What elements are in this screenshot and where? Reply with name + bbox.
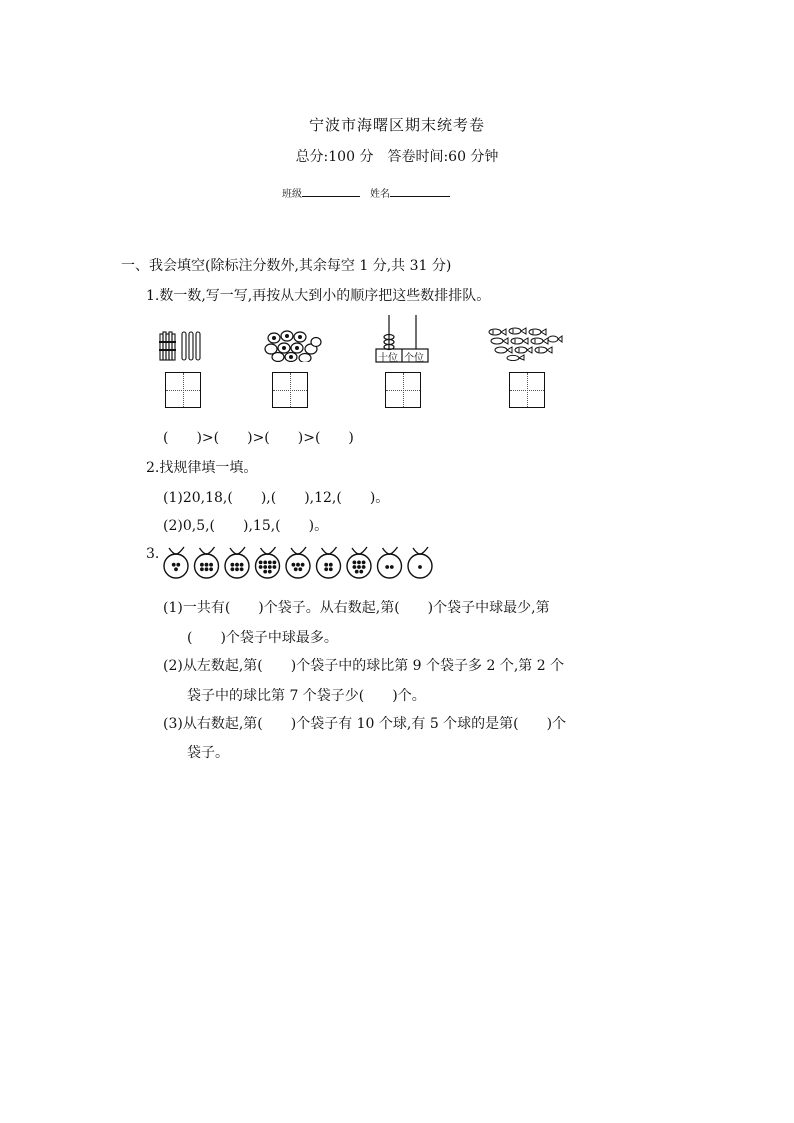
ball-bag [378, 547, 402, 578]
ball [355, 570, 359, 574]
exam-subtitle: 总分:100 分 答卷时间:60 分钟 [295, 149, 499, 165]
name-label: 姓名 [370, 189, 390, 200]
ball [205, 567, 209, 571]
ball [240, 563, 244, 567]
ball [268, 570, 272, 574]
ball [174, 567, 178, 571]
ball-bag [286, 547, 310, 578]
ball [172, 563, 176, 567]
class-label: 班级 [282, 189, 302, 200]
ball-bags-image [162, 543, 442, 581]
ball [273, 565, 277, 569]
ball [324, 567, 328, 571]
section-heading: 一、我会填空(除标注分数外,其余每空 1 分,共 31 分) [121, 258, 452, 274]
ball [259, 565, 263, 569]
ball [209, 567, 213, 571]
q3-p2b[interactable]: 袋子中的球比第 7 个袋子少( )个。 [187, 688, 426, 704]
ball [298, 567, 302, 571]
ball [324, 563, 328, 567]
ball-bag [256, 547, 280, 578]
ball [353, 561, 357, 565]
ball [176, 563, 180, 567]
ball [357, 565, 361, 569]
q3-p1b[interactable]: ( )个袋子中球最多。 [187, 630, 338, 646]
ball [268, 561, 272, 565]
ball [385, 565, 389, 569]
ball [205, 563, 209, 567]
ball [329, 567, 333, 571]
q1-order-line[interactable]: ( )>( )>( )>( ) [163, 430, 354, 446]
ball [259, 561, 263, 565]
ball [240, 567, 244, 571]
exam-title: 宁波市海曙区期末统考卷 [308, 116, 485, 134]
abacus-ones-label: 个位 [404, 353, 424, 364]
ball [357, 561, 361, 565]
q3-label: 3. [146, 546, 160, 562]
ball-bag [225, 547, 249, 578]
ball [263, 570, 267, 574]
sticks-bundle-image [158, 328, 208, 364]
name-blank[interactable] [390, 186, 450, 197]
q1-text: 1.数一数,写一写,再按从大到小的顺序把这些数排排队。 [146, 288, 491, 304]
ball [418, 565, 422, 569]
answer-box-fish[interactable] [509, 372, 545, 408]
q2-line1[interactable]: (1)20,18,( ),( ),12,( )。 [163, 490, 390, 506]
class-blank[interactable] [302, 186, 360, 197]
ball [263, 565, 267, 569]
ball-bag [195, 547, 219, 578]
abacus-tens-label: 十位 [378, 353, 398, 364]
ball [231, 567, 235, 571]
fish-group-image [487, 327, 563, 361]
ball [353, 565, 357, 569]
answer-box-sticks[interactable] [165, 372, 201, 408]
ball [235, 563, 239, 567]
ball [209, 563, 213, 567]
ball-bag [408, 547, 432, 578]
ball [292, 563, 296, 567]
q2-text: 2.找规律填一填。 [146, 460, 258, 476]
answer-box-coins[interactable] [272, 372, 308, 408]
ball [235, 567, 239, 571]
ball [362, 565, 366, 569]
q2-line2[interactable]: (2)0,5,( ),15,( )。 [163, 518, 329, 534]
ball [268, 565, 272, 569]
ball-bag [317, 547, 341, 578]
coins-image [264, 330, 322, 362]
ball [200, 563, 204, 567]
ball [273, 561, 277, 565]
ball [390, 565, 394, 569]
q3-p1a[interactable]: (1)一共有( )个袋子。从右数起,第( )个袋子中球最少,第 [163, 600, 550, 616]
name-field[interactable] [370, 185, 450, 200]
answer-box-abacus[interactable] [385, 372, 421, 408]
q3-p3b[interactable]: 袋子。 [187, 745, 229, 761]
ball [231, 563, 235, 567]
ball [301, 563, 305, 567]
ball [329, 563, 333, 567]
class-field[interactable] [282, 185, 360, 200]
ball [362, 561, 366, 565]
ball [359, 570, 363, 574]
ball [296, 563, 300, 567]
q3-p3a[interactable]: (3)从右数起,第( )个袋子有 10 个球,有 5 个球的是第( )个 [163, 716, 567, 732]
ball-bag [164, 547, 188, 578]
ball [200, 567, 204, 571]
ball-bag [347, 547, 371, 578]
ball [263, 561, 267, 565]
ball [294, 567, 298, 571]
q3-p2a[interactable]: (2)从左数起,第( )个袋子中的球比第 9 个袋子多 2 个,第 2 个 [163, 658, 565, 674]
